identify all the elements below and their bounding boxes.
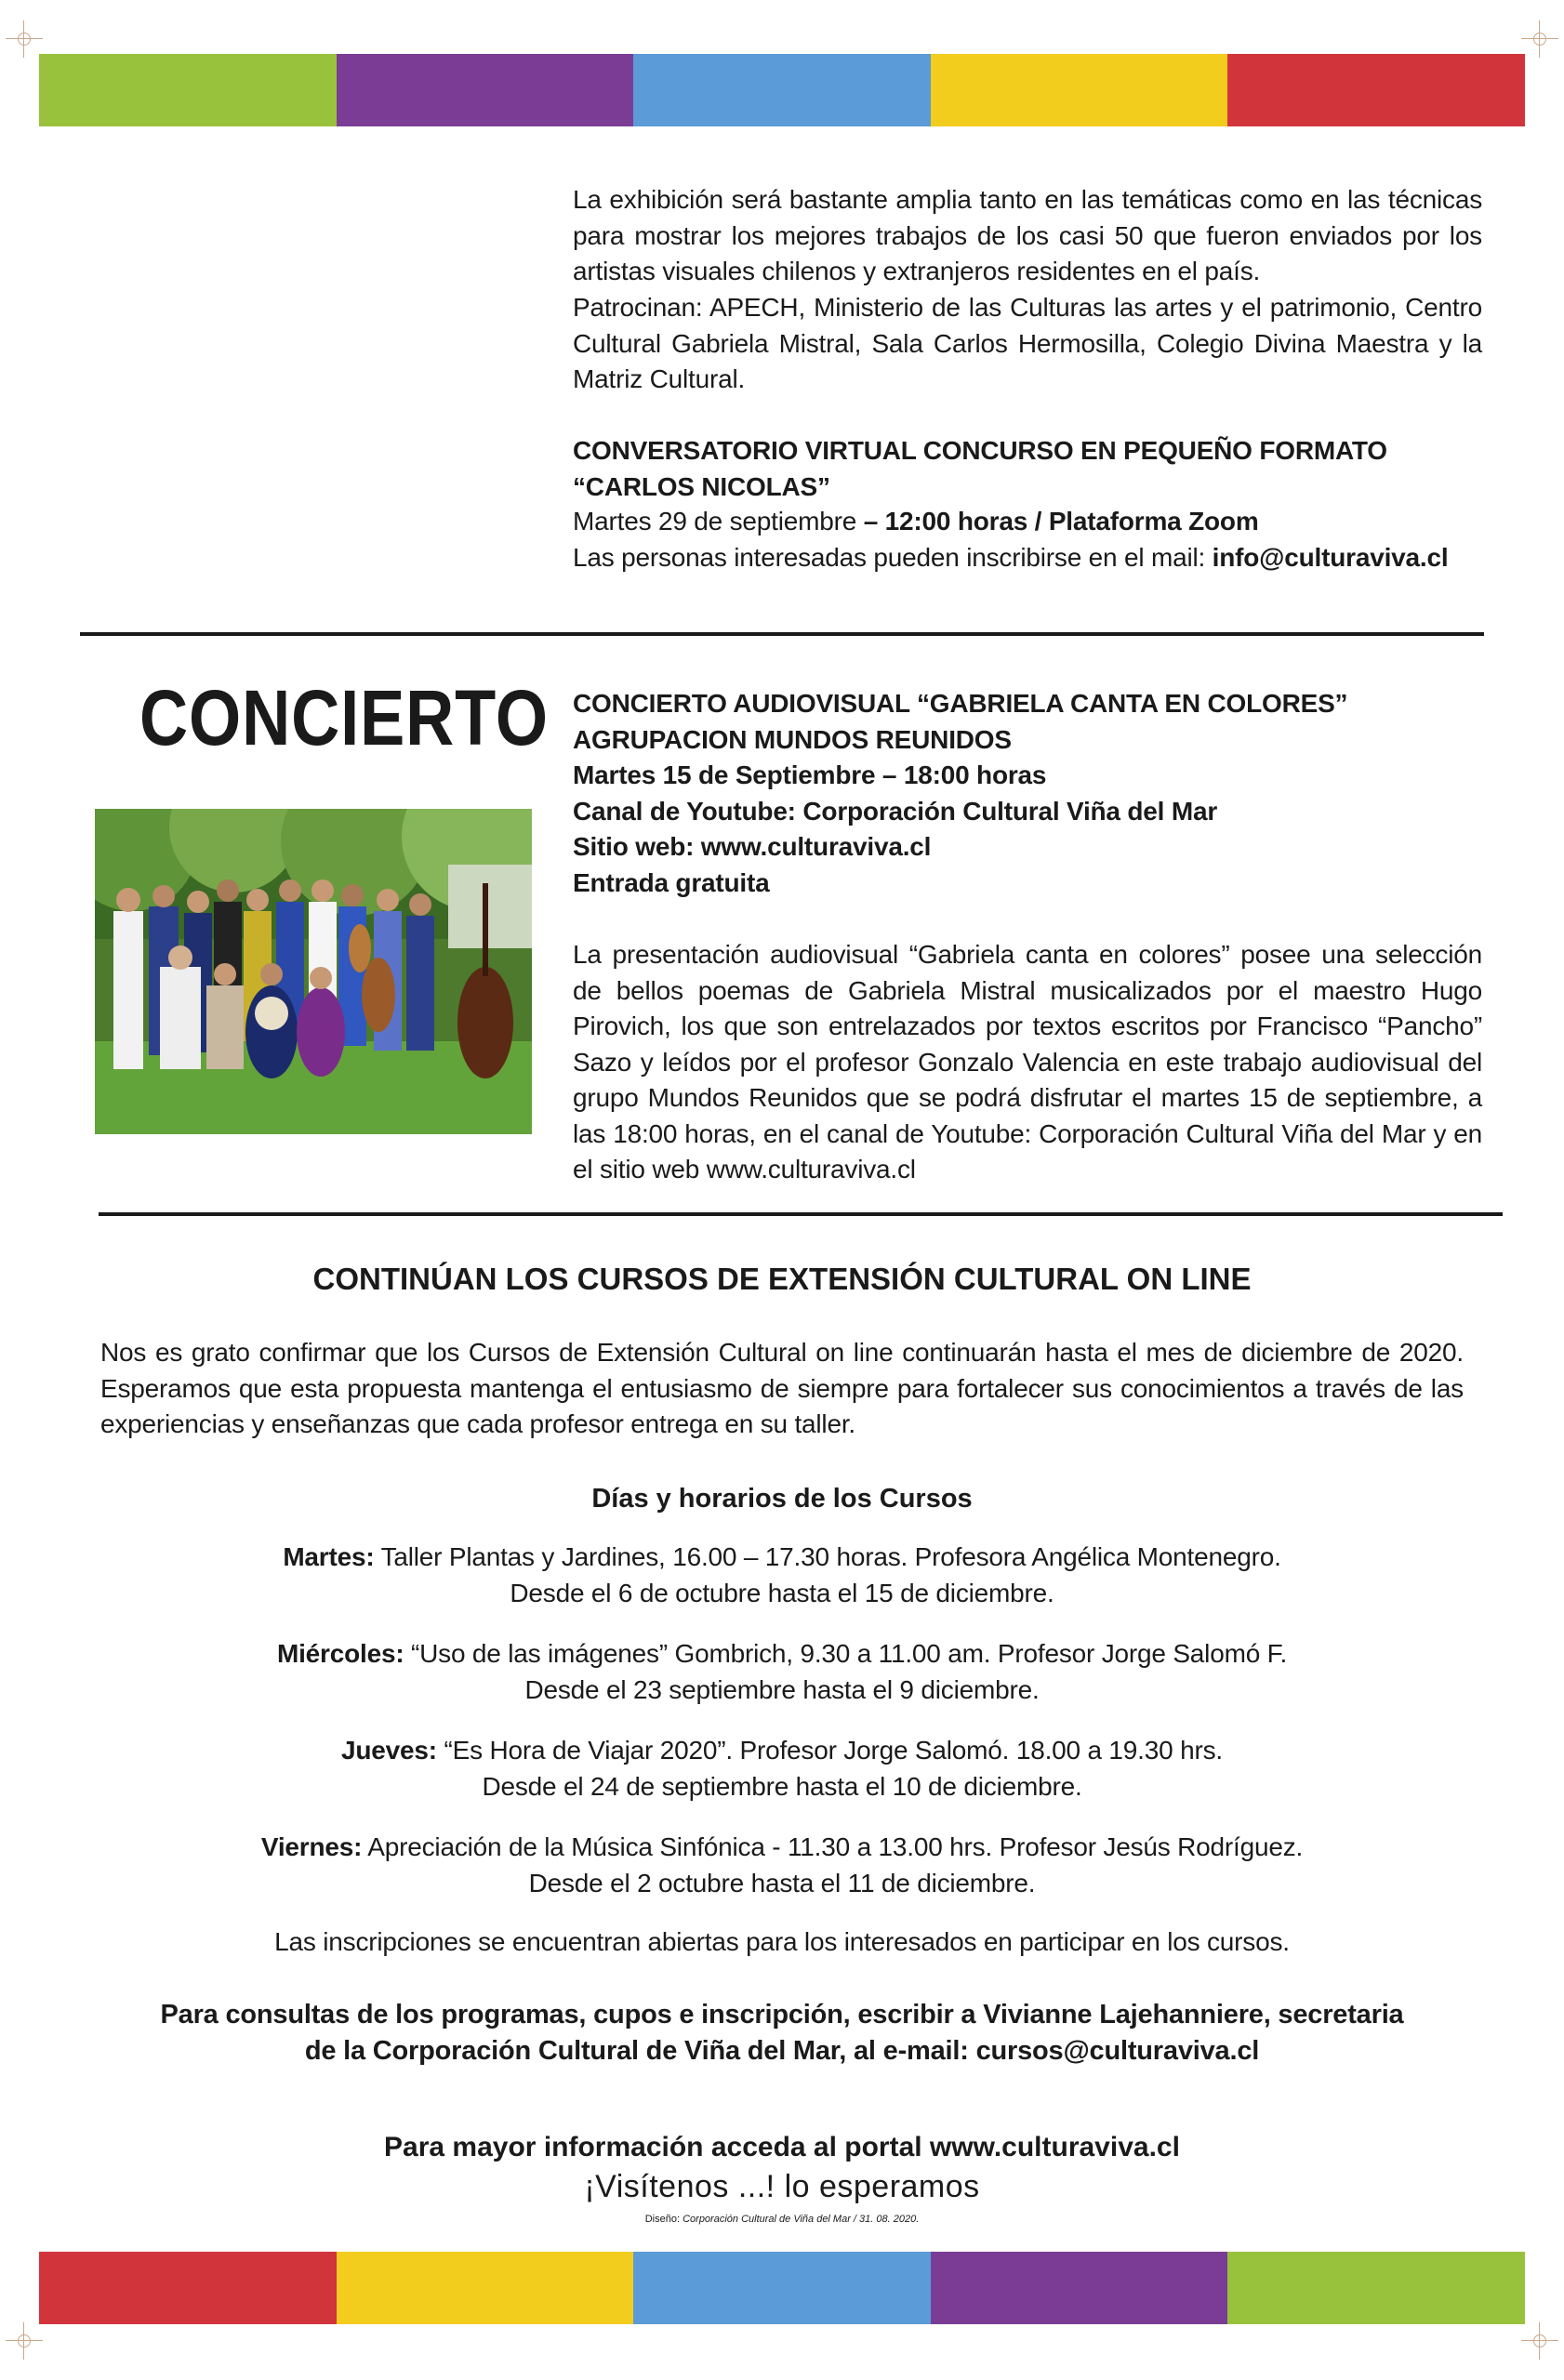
schedule-line [0, 1830, 1564, 1866]
contact-line1: Para consultas de los programas, cupos e inscripción, escribir a Vivianne Lajehanniere, secretaria [160, 2000, 1404, 2030]
schedule-detail: Taller Plantas y Jardines, 16.00 – 17.30 horas. Profesora Angélica Montenegro. [374, 1542, 1281, 1571]
conversatorio-register: Las personas interesadas pueden inscribirse en el mail: [573, 542, 1213, 572]
inscriptions-open: Las inscripciones se encuentran abiertas para los interesados en participar en los cursos. [274, 1927, 1290, 1956]
conversatorio-title-line1: CONVERSATORIO VIRTUAL CONCURSO EN PEQUEÑO FORMATO [573, 436, 1387, 465]
schedule-detail: “Uso de las imágenes” Gombrich, 9.30 a 11.00 am. Profesor Jorge Salomó F. [404, 1639, 1288, 1668]
schedule-day: Viernes: [260, 1832, 363, 1861]
schedule-dates: Desde el 23 septiembre hasta el 9 diciembre. [524, 1674, 1040, 1704]
credit-label: Diseño: [644, 2214, 683, 2225]
cursos-intro: Nos es grato confirmar que los Cursos de Extensión Cultural on line continuarán hasta el mes de diciembre de 2020. Esperamos que esta propuesta mantenga el entusiasmo de siempre para fortalecer sus conocimientos a través de las experiencias y enseñanzas que cada profesor entrega en su taller. [100, 1338, 1464, 1438]
section-divider [99, 1212, 1503, 1216]
top-color-bar [39, 54, 1525, 126]
schedule-item-viernes [0, 1830, 1564, 1901]
section-divider [80, 632, 1484, 636]
color-segment [633, 54, 931, 126]
design-credit [0, 2213, 1564, 2226]
concierto-date: Martes 15 de Septiembre – 18:00 horas [573, 760, 1047, 789]
concierto-website[interactable]: Sitio web: www.culturaviva.cl [573, 832, 932, 861]
concierto-description: La presentación audiovisual “Gabriela canta en colores” posee una selección de bellos poemas de Gabriela Mistral musicalizados por el maestro Hugo Pirovich, los que son entrelazados por textos escritos por Francisco “Pancho” Sazo y leídos por el profesor Gonzalo Valencia en este trabajo audiovisual del grupo Mundos Reunidos que se podrá disfrutar el martes 15 de septiembre, a las 18:00 horas, en el canal de Youtube: Corporación Cultural Viña del Mar y en el sitio web www.culturaviva.cl [573, 940, 1482, 1183]
schedule-line [0, 1540, 1564, 1576]
schedule-item-miercoles [0, 1636, 1564, 1708]
cursos-contact [0, 1997, 1564, 2069]
visit-message: ¡Visítenos ...! lo esperamos [584, 2169, 980, 2204]
conversatorio-title [573, 433, 1503, 505]
concierto-info [573, 686, 1503, 901]
conversatorio-register-line [573, 540, 1503, 576]
exhibition-paragraph: La exhibición será bastante amplia tanto en las temáticas como en las técnicas para mostrar los mejores trabajos de los casi 50 que fueron enviados por los artistas visuales chilenos y extranjeros residentes en el país. [573, 185, 1482, 285]
credit-text: Corporación Cultural de Viña del Mar / 31. 08. 2020. [683, 2214, 920, 2225]
schedule-dates: Desde el 6 de octubre hasta el 15 de diciembre. [510, 1578, 1054, 1607]
schedule-detail: “Es Hora de Viajar 2020”. Profesor Jorge Salomó. 18.00 a 19.30 hrs. [436, 1736, 1223, 1765]
schedule-title: Días y horarios de los Cursos [591, 1484, 973, 1514]
schedule-day: Jueves: [341, 1736, 437, 1765]
conversatorio-title-line2: “CARLOS NICOLAS” [573, 471, 830, 501]
concert-group-photo [95, 809, 532, 1134]
concierto-title-line2: AGRUPACION MUNDOS REUNIDOS [573, 724, 1012, 754]
schedule-line [0, 1636, 1564, 1673]
color-segment [931, 2252, 1228, 2324]
schedule-day: Miércoles: [276, 1639, 404, 1668]
schedule-detail: Apreciación de la Música Sinfónica - 11.30 a 13.00 hrs. Profesor Jesús Rodríguez. [362, 1832, 1304, 1861]
schedule-dates: Desde el 2 octubre hasta el 11 de diciembre. [528, 1868, 1036, 1897]
conversatorio-date-line [573, 504, 1503, 540]
color-segment [1227, 54, 1525, 126]
concierto-heading: CONCIERTO [139, 674, 549, 761]
crop-mark-top-right [1521, 20, 1558, 58]
cursos-title: CONTINÚAN LOS CURSOS DE EXTENSIÓN CULTURAL ON LINE [312, 1262, 1252, 1296]
bottom-color-bar [39, 2252, 1525, 2324]
schedule-item-martes [0, 1540, 1564, 1611]
crop-mark-bottom-left [6, 2322, 43, 2360]
concierto-channel: Canal de Youtube: Corporación Cultural Viña del Mar [573, 796, 1218, 826]
conversatorio-email[interactable]: info@culturaviva.cl [1212, 542, 1449, 572]
conversatorio-time: – 12:00 horas / Plataforma Zoom [856, 507, 1259, 536]
crop-mark-bottom-right [1521, 2322, 1558, 2360]
conversatorio-date: Martes 29 de septiembre [573, 507, 857, 536]
schedule-line [0, 1733, 1564, 1769]
color-segment [39, 54, 337, 126]
portal-info[interactable]: Para mayor información acceda al portal www.culturaviva.cl [384, 2132, 1180, 2162]
color-segment [1227, 2252, 1525, 2324]
crop-mark-top-left [6, 20, 43, 58]
sponsors-paragraph: Patrocinan: APECH, Ministerio de las Culturas las artes y el patrimonio, Centro Cultural Gabriela Mistral, Sala Carlos Hermosilla, Colegio Divina Maestra y la Matriz Cultural. [573, 293, 1482, 393]
color-segment [39, 2252, 337, 2324]
conversatorio-details [573, 504, 1503, 575]
color-segment [337, 2252, 634, 2324]
color-segment [337, 54, 634, 126]
schedule-item-jueves [0, 1733, 1564, 1805]
schedule-dates: Desde el 24 de septiembre hasta el 10 de diciembre. [482, 1771, 1082, 1801]
concert-photo-illustration [95, 809, 532, 1134]
concierto-entry: Entrada gratuita [573, 867, 770, 897]
concierto-title-line1: CONCIERTO AUDIOVISUAL “GABRIELA CANTA EN COLORES” [573, 689, 1348, 718]
schedule-day: Martes: [283, 1542, 375, 1571]
contact-line2[interactable]: de la Corporación Cultural de Viña del Mar, al e-mail: cursos@culturaviva.cl [304, 2035, 1260, 2066]
color-segment [633, 2252, 931, 2324]
color-segment [931, 54, 1228, 126]
